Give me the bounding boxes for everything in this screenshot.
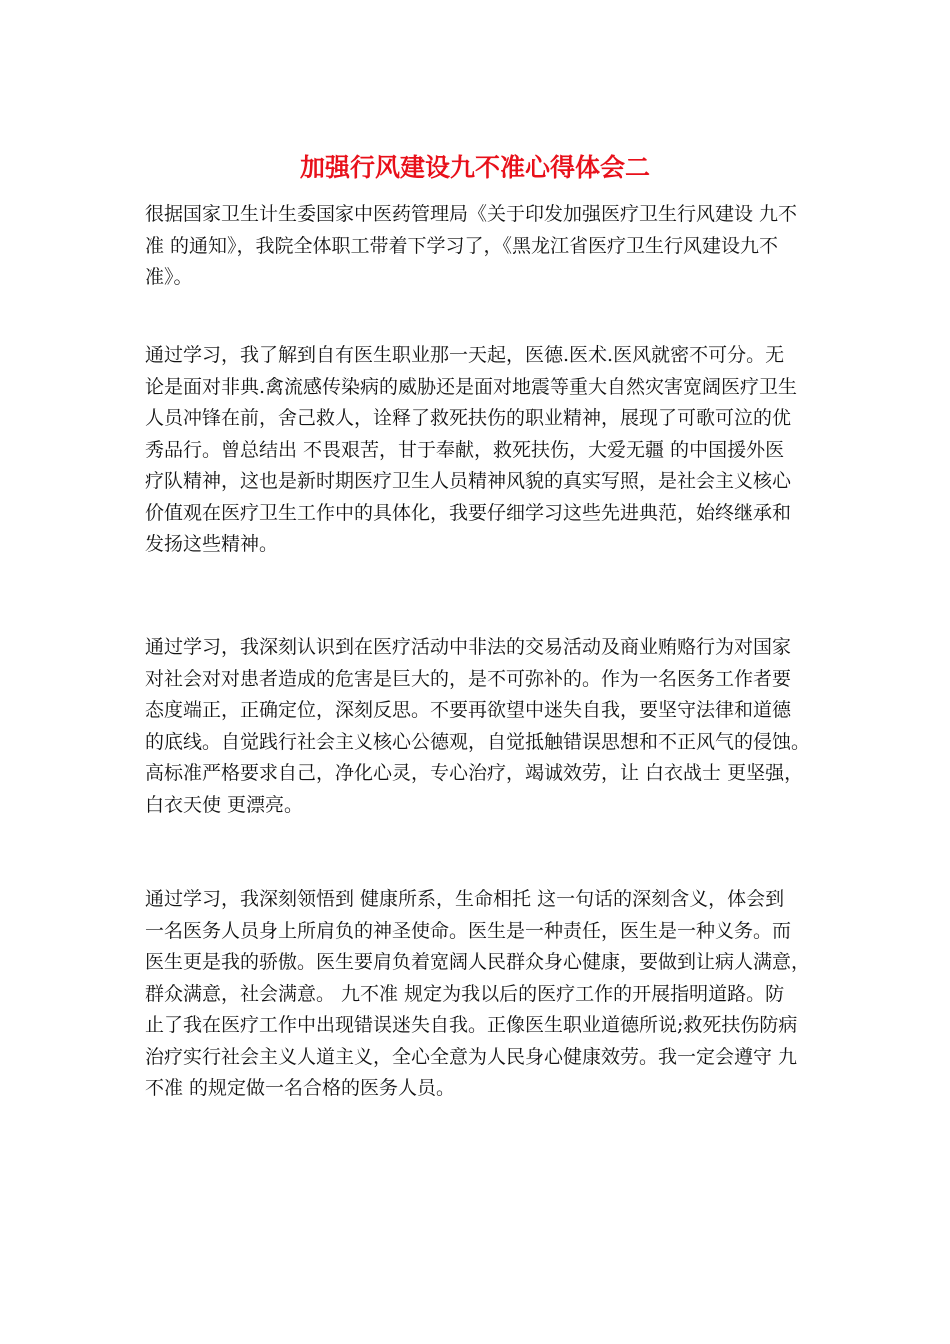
paragraph-line: 态度端正，正确定位，深刻反思。不要再欲望中迷失自我，要坚守法律和道德 <box>145 699 792 721</box>
paragraph-line: 一名医务人员身上所肩负的神圣使命。医生是一种责任，医生是一种义务。而 <box>145 919 792 942</box>
paragraph-line: 通过学习，我深刻认识到在医疗活动中非法的交易活动及商业贿赂行为对国家 <box>145 636 792 658</box>
paragraph-line: 准 的通知》，我院全体职工带着下学习了，《黑龙江省医疗卫生行风建设九不 <box>145 234 779 257</box>
paragraph-line: 的底线。自觉践行社会主义核心公德观，自觉抵触错误思想和不正风气的侵蚀。 <box>145 730 811 753</box>
paragraph-intro <box>145 199 809 294</box>
paragraph-line: 高标准严格要求自己，净化心灵，专心治疗，竭诚效劳，让 白衣战士 更坚强， <box>145 762 804 784</box>
paragraph-line: 价值观在医疗卫生工作中的具体化，我要仔细学习这些先进典范，始终继承和 <box>145 501 792 524</box>
paragraph-integrity <box>145 632 809 821</box>
paragraph-line: 治疗实行社会主义人道主义，全心全意为人民身心健康效劳。我一定会遵守 九 <box>145 1045 798 1068</box>
paragraph-line: 群众满意，社会满意。 九不准 规定为我以后的医疗工作的开展指明道路。防 <box>145 982 785 1005</box>
paragraph-line: 人员冲锋在前，舍己救人，诠释了救死扶伤的职业精神，展现了可歌可泣的优 <box>145 407 792 429</box>
paragraph-line: 止了我在医疗工作中出现错误迷失自我。正像医生职业道德所说;救死扶伤防病 <box>145 1014 798 1036</box>
paragraph-line: 发扬这些精神。 <box>145 533 279 555</box>
paragraph-medical-ethics <box>145 340 809 561</box>
paragraph-line: 白衣天使 更漂亮。 <box>145 793 304 816</box>
paragraph-line: 疗队精神，这也是新时期医疗卫生人员精神风貌的真实写照，是社会主义核心 <box>145 470 792 492</box>
paragraph-line: 通过学习，我深刻领悟到 健康所系，生命相托 这一句话的深刻含义，体会到 <box>145 888 785 910</box>
paragraph-line: 医生更是我的骄傲。医生要肩负着宽阔人民群众身心健康，要做到让病人满意， <box>145 951 811 973</box>
document-title: 加强行风建设九不准心得体会二 <box>299 153 650 182</box>
paragraph-mission <box>145 884 809 1105</box>
paragraph-line: 不准 的规定做一名合格的医务人员。 <box>145 1077 456 1099</box>
paragraph-line: 对社会对对患者造成的危害是巨大的，是不可弥补的。作为一名医务工作者要 <box>145 667 792 690</box>
paragraph-line: 论是面对非典.禽流感传染病的威胁还是面对地震等重大自然灾害宽阔医疗卫生 <box>145 375 798 398</box>
paragraph-line: 很据国家卫生计生委国家中医药管理局《关于印发加强医疗卫生行风建设 九不 <box>145 203 798 225</box>
paragraph-line: 秀品行。曾总结出 不畏艰苦，甘于奉献，救死扶伤，大爱无疆 的中国援外医 <box>145 438 785 461</box>
paragraph-line: 准》。 <box>145 266 193 288</box>
paragraph-line: 通过学习，我了解到自有医生职业那一天起，医德.医术.医风就密不可分。无 <box>145 344 785 366</box>
